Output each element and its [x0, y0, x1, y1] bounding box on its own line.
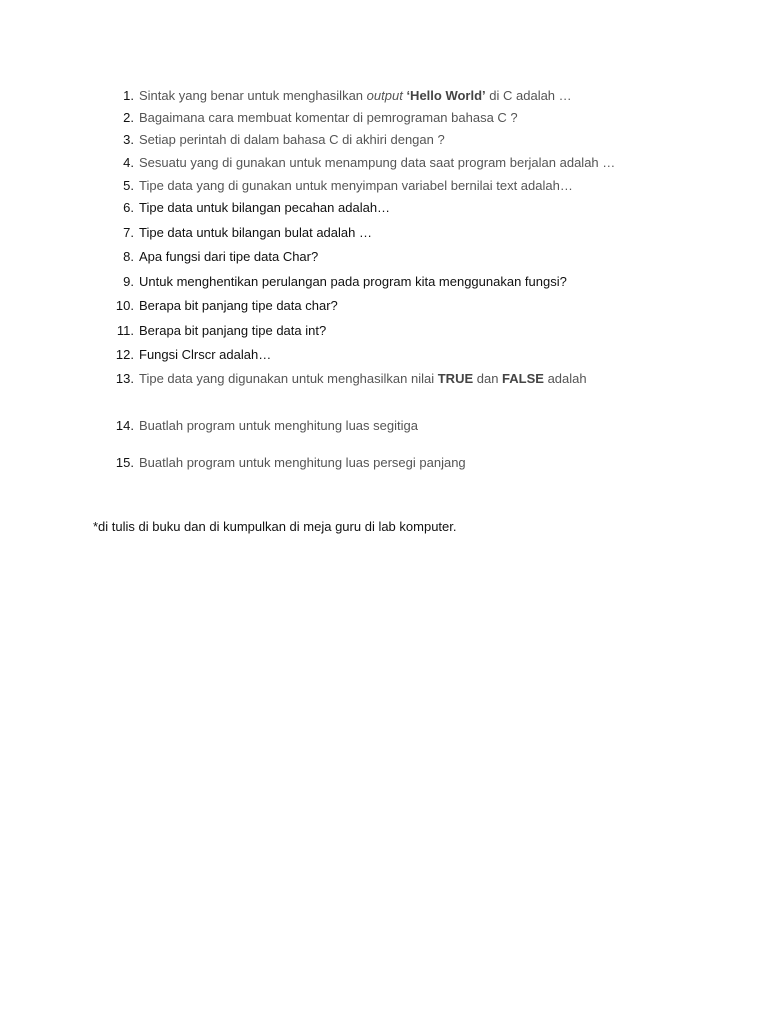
question-item	[0, 369, 768, 389]
question-text-italic: output	[366, 88, 403, 103]
question-number: 2.	[123, 110, 134, 125]
question-number: 14.	[115, 418, 134, 433]
question-item	[0, 321, 768, 341]
question-item	[0, 86, 768, 106]
question-text-bold: FALSE	[502, 371, 544, 386]
question-text: Tipe data untuk bilangan pecahan adalah…	[139, 200, 391, 215]
question-number: 10.	[115, 298, 134, 313]
question-item	[0, 453, 768, 473]
question-item	[0, 416, 768, 436]
question-number: 5.	[123, 178, 134, 193]
question-number: 8.	[123, 249, 134, 264]
question-text: Tipe data untuk bilangan bulat adalah …	[139, 225, 372, 240]
question-text-pre: Sintak yang benar untuk menghasilkan	[139, 88, 367, 103]
question-item	[0, 176, 768, 196]
question-text-bold: TRUE	[437, 371, 474, 386]
question-item	[0, 345, 768, 365]
question-item	[0, 130, 768, 150]
question-item	[0, 108, 768, 128]
question-item	[0, 296, 768, 316]
question-text: Setiap perintah di dalam bahasa C di akhiri dengan ?	[139, 132, 445, 147]
question-text-post: di C adalah …	[485, 88, 572, 103]
question-text-pre: Tipe data yang digunakan untuk menghasilkan nilai	[139, 371, 438, 386]
question-number: 6.	[123, 200, 134, 215]
question-item	[0, 223, 768, 243]
question-number: 4.	[123, 155, 134, 170]
question-text: Bagaimana cara membuat komentar di pemrograman bahasa C ?	[139, 110, 518, 125]
question-number: 9.	[123, 274, 134, 289]
question-item	[0, 153, 768, 173]
question-text-bold: ‘Hello World’	[406, 88, 486, 103]
question-number: 1.	[123, 88, 134, 103]
question-item	[0, 247, 768, 267]
question-number: 12.	[115, 347, 134, 362]
question-text-post: adalah	[543, 371, 587, 386]
question-number: 11.	[116, 323, 134, 338]
question-text: Berapa bit panjang tipe data char?	[139, 298, 338, 313]
question-text-mid: dan	[473, 371, 503, 386]
question-number: 13.	[115, 371, 134, 386]
question-text: Buatlah program untuk menghitung luas persegi panjang	[139, 455, 466, 470]
question-text: Fungsi Clrscr adalah…	[139, 347, 272, 362]
question-text	[139, 86, 572, 106]
question-number: 3.	[123, 132, 134, 147]
question-number: 7.	[123, 225, 134, 240]
question-text: Untuk menghentikan perulangan pada program kita menggunakan fungsi?	[139, 274, 567, 289]
question-item	[0, 198, 768, 218]
question-text: Apa fungsi dari tipe data Char?	[139, 249, 319, 264]
question-text: Buatlah program untuk menghitung luas segitiga	[139, 418, 418, 433]
question-text: Tipe data yang di gunakan untuk menyimpan variabel bernilai text adalah…	[139, 178, 573, 193]
question-text	[139, 369, 587, 389]
question-text: Sesuatu yang di gunakan untuk menampung data saat program berjalan adalah …	[139, 155, 616, 170]
question-item	[0, 272, 768, 292]
question-number: 15.	[115, 455, 134, 470]
submission-note: *di tulis di buku dan di kumpulkan di meja guru di lab komputer.	[93, 519, 457, 534]
question-text: Berapa bit panjang tipe data int?	[139, 323, 327, 338]
